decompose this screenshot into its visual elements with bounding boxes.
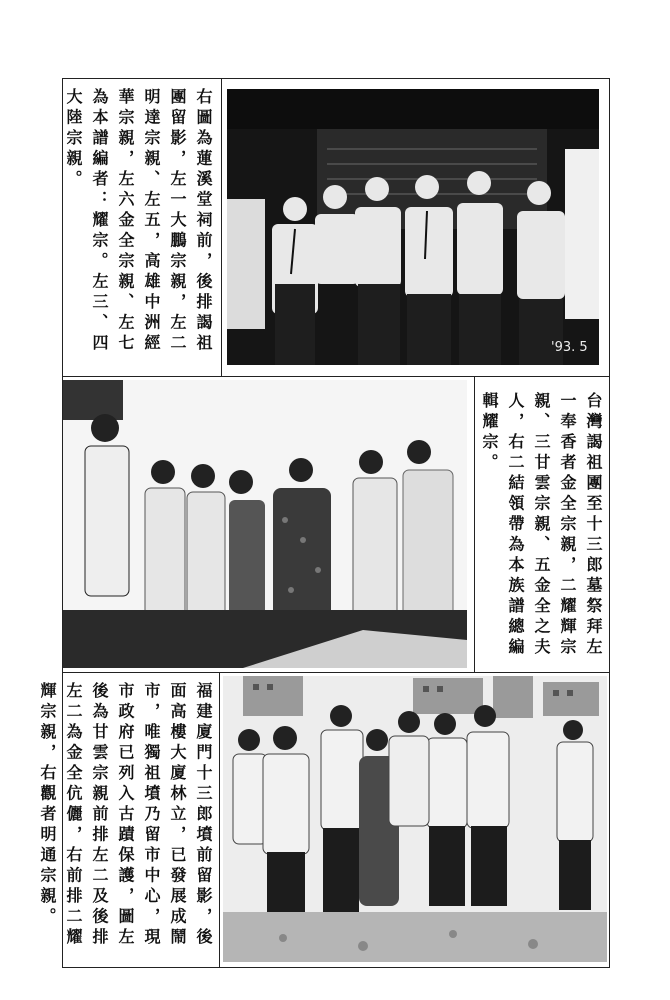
photo-ancestral-hall-group: [227, 89, 599, 365]
photo-thirteenth-lang-tomb: [223, 676, 607, 962]
column-rule-middle: [474, 376, 475, 672]
divider-bottom: [62, 672, 610, 673]
caption-bottom: 福建廈門十三郎墳前留影，後面高樓大廈林立，已發展成鬧市，唯獨祖墳乃留市中心，現市政府已列入古蹟保護，圖左後為甘雲宗親前排左二及後排左二為金全伉儷，右前排二耀輝宗親，右觀者明通宗親。: [38, 682, 213, 949]
column-rule-bottom: [219, 672, 220, 968]
caption-top: 右圖為蓮溪堂祠前，後排謁祖團留影，左一大鵬宗親，左二明達宗親、左五，高雄中洲經華宗親，左六金全宗親、左七為本譜編者：耀宗。左三、四大陸宗親。: [64, 88, 213, 355]
photo-date-stamp: '93. 5: [551, 340, 588, 355]
photo-tomb-worship-group: [63, 380, 467, 668]
divider-top: [62, 376, 610, 377]
column-rule-top: [221, 78, 222, 376]
caption-middle: 台灣謁祖團至十三郎墓祭拜左一奉香者金全宗親，二耀輝宗親、三甘雲宗親、五金全之夫人，右二結領帶為本族譜總編輯耀宗。: [480, 392, 603, 659]
